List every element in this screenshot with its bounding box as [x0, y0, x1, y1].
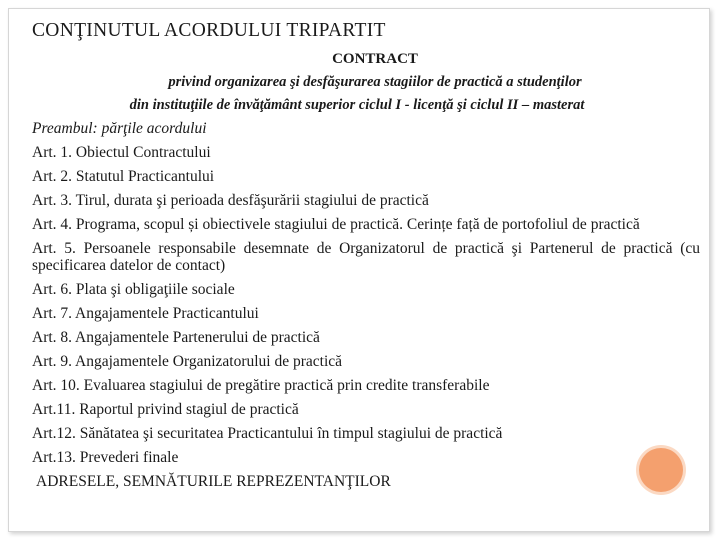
contract-heading: CONTRACT — [332, 51, 418, 67]
article-10-item: Art. 10. Evaluarea stagiului de pregătire practică prin credite transferabile — [32, 377, 490, 394]
preamble-item: Preambul: părţile acordului — [32, 120, 207, 137]
orange-circle-decoration — [639, 448, 683, 492]
contract-subtitle-line-1: privind organizarea şi desfăşurarea stagiilor de practică a studenţilor — [168, 74, 582, 90]
slide-title: CONŢINUTUL ACORDULUI TRIPARTIT — [32, 20, 386, 41]
article-1-item: Art. 1. Obiectul Contractului — [32, 144, 211, 161]
article-12-item: Art.12. Sănătatea şi securitatea Practicantului în timpul stagiului de practică — [32, 425, 503, 442]
article-3-item: Art. 3. Tirul, durata şi perioada desfăşurării stagiului de practică — [32, 192, 429, 209]
contract-subtitle-line-2: din instituţiile de învăţământ superior ciclul I - licenţă şi ciclul II – masterat — [129, 97, 585, 113]
article-4-item: Art. 4. Programa, scopul și obiectivele stagiului de practică. Cerințe față de portofoliul de practică — [32, 216, 640, 233]
article-5-item: Art. 5. Persoanele responsabile desemnate de Organizatorul de practică şi Partenerul de practică (cu specificarea datelor de contact) — [32, 240, 700, 274]
article-8-item: Art. 8. Angajamentele Partenerului de practică — [32, 329, 320, 346]
article-11-item: Art.11. Raportul privind stagiul de practică — [32, 401, 299, 418]
article-13-item: Art.13. Prevederi finale — [32, 449, 179, 466]
article-9-item: Art. 9. Angajamentele Organizatorului de practică — [32, 353, 343, 370]
article-2-item: Art. 2. Statutul Practicantului — [32, 168, 215, 185]
article-7-item: Art. 7. Angajamentele Practicantului — [32, 305, 259, 322]
signatures-item: ADRESELE, SEMNĂTURILE REPREZENTANŢILOR — [36, 473, 391, 490]
contract-contents-list — [32, 120, 700, 497]
article-6-item: Art. 6. Plata şi obligaţiile sociale — [32, 281, 235, 298]
